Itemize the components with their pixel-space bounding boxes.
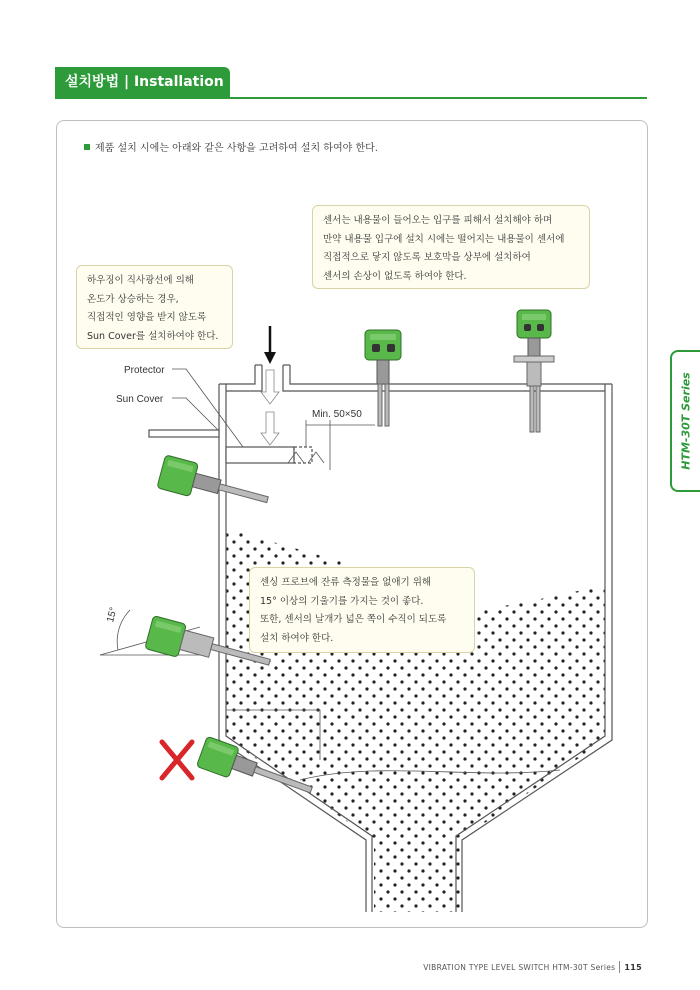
protector-label: Protector — [124, 365, 165, 376]
footer-text: VIBRATION TYPE LEVEL SWITCH HTM-30T Series — [423, 963, 616, 972]
level-sensor-top-middle — [365, 330, 401, 426]
note-center-line: 15° 이상의 기울기를 가지는 것이 좋다. — [260, 595, 424, 607]
falling-arrow-icon — [261, 326, 279, 445]
min-dimension — [288, 420, 375, 470]
note-top-line: 직접적으로 닿지 않도록 보호막을 상부에 설치하여 — [323, 252, 531, 263]
sun-cover-label: Sun Cover — [116, 394, 164, 405]
section-title: 설치방법 | Installation — [55, 67, 230, 97]
note-top-line: 센서는 내용물이 들어오는 입구를 피해서 설치해야 하며 — [323, 215, 553, 226]
note-center-line: 설치 하여야 한다. — [260, 632, 334, 644]
page-footer — [423, 961, 642, 973]
note-left-line: 직접적인 영향을 받지 않도록 — [87, 312, 207, 323]
note-left-line: Sun Cover를 설치하여야 한다. — [87, 330, 219, 342]
level-sensor-top-right — [514, 310, 554, 432]
footer-divider — [619, 961, 620, 973]
side-tab-label: HTM-30T Series — [679, 372, 693, 470]
wrong-mark-icon — [162, 742, 192, 778]
note-top — [312, 205, 590, 289]
note-left-line: 하우징이 직사광선에 의해 — [87, 275, 194, 286]
note-top-line: 센서의 손상이 없도록 하여야 한다. — [323, 270, 467, 282]
min-size-label: Min. 50×50 — [312, 409, 362, 420]
note-center — [249, 567, 475, 653]
level-sensor-side-upper — [157, 455, 272, 516]
note-left — [76, 265, 233, 349]
note-center-line: 또한, 센서의 날개가 넓은 쪽이 수직이 되도록 — [260, 614, 447, 625]
note-center-line: 센싱 프로브에 잔류 측정물을 없애기 위해 — [260, 577, 432, 588]
note-left-line: 온도가 상승하는 경우, — [87, 293, 179, 305]
note-top-line: 만약 내용물 입구에 설치 시에는 떨어지는 내용물이 센서에 — [323, 233, 565, 245]
page-number: 115 — [624, 963, 642, 972]
intro-text: 제품 설치 시에는 아래와 같은 사항을 고려하여 설치 하여야 한다. — [95, 143, 378, 154]
angle-label: 15° — [105, 606, 120, 624]
